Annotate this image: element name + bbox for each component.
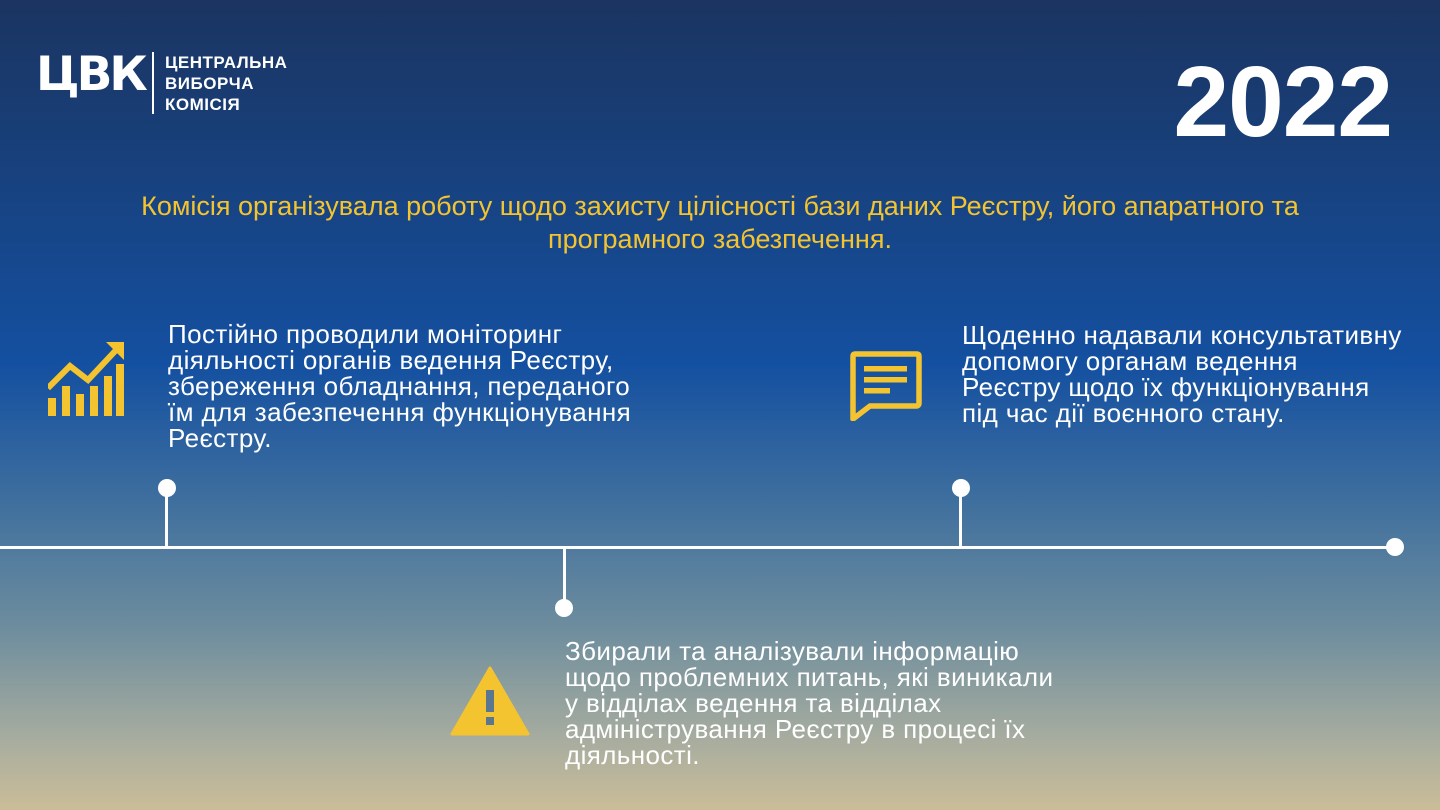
timeline-dot-3 (952, 479, 970, 497)
item-consulting-text: Щоденно надавали консультативну допомогу органам ведення Реєстру щодо їх функціонування під час дії воєнного стану. (962, 320, 1402, 428)
logo-text (165, 52, 355, 115)
growth-chart-icon (48, 342, 124, 416)
logo-line-2: ВИБОРЧА (165, 74, 254, 93)
logo-mark: ЦВК (36, 47, 145, 102)
timeline-stem-3 (959, 490, 962, 547)
logo-line-3: КОМІСІЯ (165, 95, 241, 114)
logo-divider (152, 52, 154, 114)
warning-icon (450, 666, 530, 736)
message-icon (850, 351, 922, 421)
timeline-end-dot (1386, 538, 1404, 556)
timeline-dot-1 (158, 479, 176, 497)
timeline-stem-2 (563, 548, 566, 604)
timeline-line (0, 546, 1396, 549)
timeline-dot-2 (555, 599, 573, 617)
item-monitoring-text: Постійно проводили моніторинг діяльності органів ведення Реєстру, збереження обладнання, переданого їм для забезпечення функціонування Реєстру. (168, 319, 632, 453)
item-analysis-text: Збирали та аналізували інформацію щодо проблемних питань, які виникали у відділах ведення та відділах адміністрування Реєстру в процесі їх діяльності. (565, 636, 1054, 770)
timeline-stem-1 (165, 490, 168, 547)
year-title: 2022 (1173, 46, 1392, 158)
headline: Комісія організувала роботу щодо захисту цілісності бази даних Реєстру, його апаратного та програмного забезпечення. (141, 191, 1299, 254)
logo-line-1: ЦЕНТРАЛЬНА (165, 53, 288, 72)
